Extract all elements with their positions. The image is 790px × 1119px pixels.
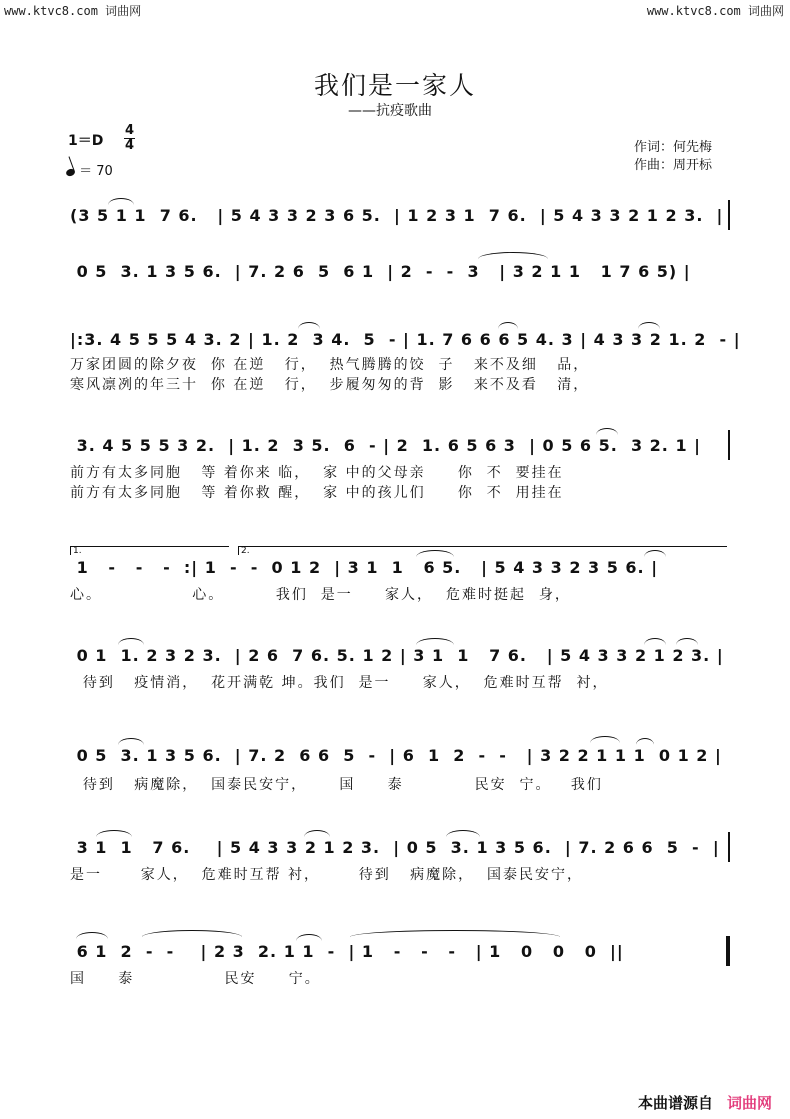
- notation-line: 3 1 1 7 6. | 5 4 3 3 2 1 2 3. | 0 5 3. 1 3 5 6. | 7. 2 6 6 5 - |: [70, 838, 720, 857]
- notation-line: |:3. 4 5 5 5 4 3. 2 | 1. 2 3 4. 5 - | 1. 7 6 6 6 5 4. 3 | 4 3 3 2 1. 2 - |: [70, 330, 741, 349]
- slur-mark: [96, 830, 132, 837]
- slur-mark: [76, 932, 108, 939]
- lyric-line-1: 国 泰 民安 宁。: [70, 971, 321, 987]
- slur-mark: [446, 830, 480, 837]
- composer-credit: 作曲：周开标: [634, 158, 713, 173]
- lyricist-credit: 作词：何先梅: [634, 140, 713, 155]
- barline: [728, 200, 730, 230]
- slur-mark: [644, 550, 666, 557]
- second-ending-bracket: 2.: [238, 546, 727, 555]
- slur-mark: [350, 930, 560, 937]
- slur-mark: [416, 550, 454, 557]
- notation-line: 0 5 3. 1 3 5 6. | 7. 2 6 5 6 1 | 2 - - 3 | 3 2 1 1 1 7 6 5) |: [70, 262, 691, 281]
- lyric-line-1: 万家团圆的除夕夜 你 在逆 行， 热气腾腾的饺 子 来不及细 品，: [70, 357, 590, 373]
- tempo-marking: [66, 160, 113, 179]
- barline: [728, 430, 730, 460]
- lyric-line-1: 是一 家人， 危难时互帮 衬， 待到 病魔除， 国泰民安宁，: [70, 867, 584, 883]
- song-subtitle: ——抗疫歌曲: [348, 103, 432, 119]
- time-signature-bottom: 4: [124, 138, 135, 153]
- slur-mark: [644, 638, 666, 645]
- slur-mark: [298, 322, 320, 329]
- slur-mark: [296, 934, 322, 941]
- time-signature: [124, 125, 135, 152]
- notation-line: 3. 4 5 5 5 3 2. | 1. 2 3 5. 6 - | 2 1. 6 5 6 3 | 0 5 6 5. 3 2. 1 |: [70, 436, 701, 455]
- site-logo[interactable]: 词曲网: [726, 1094, 772, 1112]
- footer-source-text: 本曲谱源自: [637, 1094, 713, 1112]
- watermark-right: www.ktvc8.com 词曲网: [646, 4, 784, 18]
- lyric-line-1: 心。 心。 我们 是一 家人， 危难时挺起 身，: [70, 587, 571, 603]
- tempo-value: ＝ 70: [79, 164, 113, 179]
- slur-mark: [142, 930, 242, 937]
- notation-line: 0 5 3. 1 3 5 6. | 7. 2 6 6 5 - | 6 1 2 - - | 3 2 2 1 1 1 0 1 2 |: [70, 746, 722, 765]
- footer-source: [638, 1092, 772, 1113]
- slur-mark: [596, 428, 618, 435]
- slur-mark: [108, 198, 134, 205]
- slur-mark: [498, 322, 518, 329]
- lyric-line-1: 待到 疫情消， 花开满乾 坤。我们 是一 家人， 危难时互帮 衬，: [70, 675, 609, 691]
- first-ending-bracket: 1.: [70, 546, 229, 555]
- slur-mark: [304, 830, 330, 837]
- notation-line: 0 1 1. 2 3 2 3. | 2 6 7 6. 5. 1 2 | 3 1 1 7 6. | 5 4 3 3 2 1 2 3. |: [70, 646, 724, 665]
- slur-mark: [118, 638, 144, 645]
- lyric-line-1: 待到 病魔除， 国泰民安宁， 国 泰 民安 宁。 我们: [70, 777, 603, 793]
- notation-line: 1 - - - :| 1 - - 0 1 2 | 3 1 1 6 5. | 5 4 3 3 2 3 5 6. |: [70, 558, 659, 577]
- key-signature: 1＝D: [68, 133, 104, 149]
- lyric-line-2: 前方有太多同胞 等 着你救 醒， 家 中的孩儿们 你 不 用挂在: [70, 485, 564, 501]
- notation-line: (3 5 1 1 7 6. | 5 4 3 3 2 3 6 5. | 1 2 3 1 7 6. | 5 4 3 3 2 1 2 3. |: [70, 206, 724, 225]
- slur-mark: [638, 322, 660, 329]
- slur-mark: [478, 252, 548, 259]
- notation-line: 6 1 2 - - | 2 3 2. 1 1 - | 1 - - - | 1 0 0 0 ||: [70, 942, 624, 961]
- quarter-note-icon: [65, 168, 76, 178]
- slur-mark: [590, 736, 620, 743]
- slur-mark: [416, 638, 454, 645]
- time-signature-top: 4: [124, 123, 135, 138]
- lyric-line-2: 寒风凛冽的年三十 你 在逆 行， 步履匆匆的背 影 来不及看 清，: [70, 377, 590, 393]
- slur-mark: [676, 638, 698, 645]
- barline: [728, 832, 730, 862]
- slur-mark: [636, 738, 654, 745]
- watermark-left: www.ktvc8.com 词曲网: [4, 4, 142, 18]
- lyric-line-1: 前方有太多同胞 等 着你来 临， 家 中的父母亲 你 不 要挂在: [70, 465, 564, 481]
- final-barline: [726, 936, 730, 966]
- slur-mark: [118, 738, 144, 745]
- song-title: 我们是一家人: [313, 71, 476, 100]
